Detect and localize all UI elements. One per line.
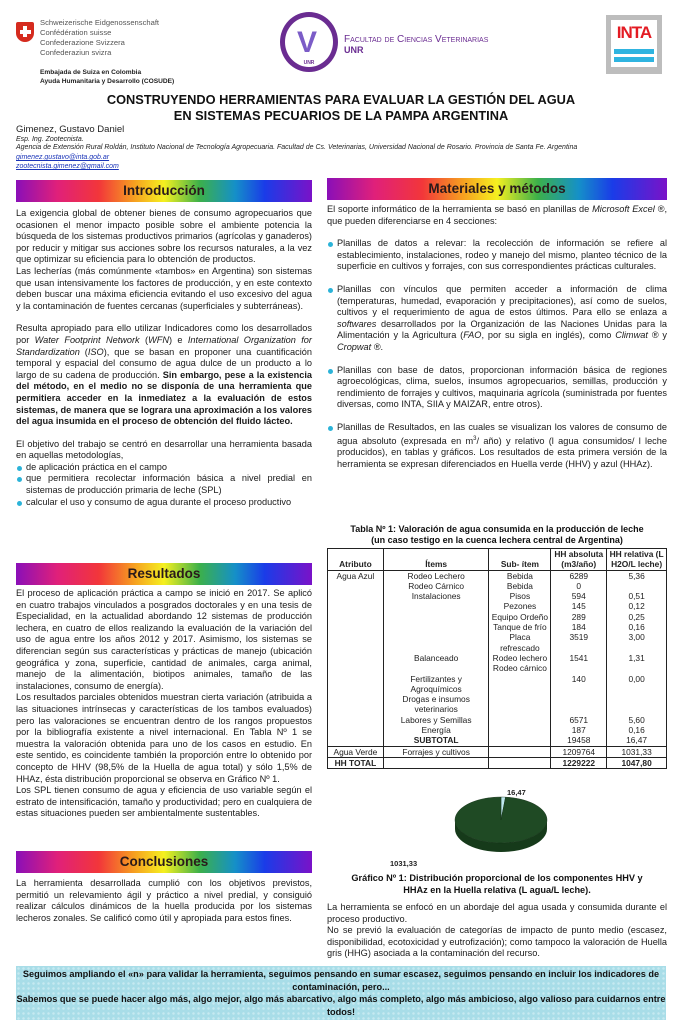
table-row <box>328 725 667 735</box>
column-header: Sub- ítem <box>489 549 551 571</box>
table-cell <box>607 581 667 591</box>
unr-veterinary-logo <box>280 12 338 72</box>
table-cell: 1541 <box>551 653 607 663</box>
methods-paragraph: No se previó la evaluación de categorías de impacto de punto medio (escasez, disponibilidad, ecotoxicidad y eutrofización); como tampoco la valoración de Huella gris (HHG) asociada a la contaminación del recurso. <box>327 925 667 959</box>
text-span: ) e <box>168 334 188 345</box>
table-cell: Bebida <box>489 581 551 591</box>
table-cell: Energía <box>383 725 489 735</box>
section-heading-results: Resultados <box>16 563 312 585</box>
table-cell <box>489 674 551 695</box>
objective-list <box>16 462 312 508</box>
table-cell <box>328 591 384 601</box>
table-cell: 289 <box>551 612 607 622</box>
spacer <box>327 273 667 284</box>
author-affiliation: Agencia de Extensión Rural Roldán, Instituto Nacional de Tecnología Agropecuaria. Facultad de Cs. Veterinarias, Universidad Nacional de Rosario. Provincia de Santa Fe. Argentina <box>16 144 578 151</box>
swiss-confederation-names <box>40 18 159 58</box>
table-cell: 187 <box>551 725 607 735</box>
email-link[interactable]: gimenez.gustavo@inta.gob.ar <box>16 154 110 161</box>
text-span: ( <box>139 334 149 345</box>
table-row <box>328 735 667 746</box>
column-header: HH absoluta (m3/año) <box>551 549 607 571</box>
results-paragraph: Los resultados parciales obtenidos muestran cierta variación (atribuida a las situaciones intrínsecas y características de los tambos evaluados) pero las valoraciones se encuentran dentro de los rangos propuestos por la bibliografía existente a nivel internacional. En Tabla Nº 1 se muestra la valoración obtenida para uno de los casos en estudio. En este sentido, es coincidente también la proporción entre lo obtenido por concepto de HHV (98,5% de la Huella de agua total) y sólo 1,5% de HHAz, ésta distribución proporcional se observa en Gráfico Nº 1. <box>16 692 312 784</box>
caption-line: Gráfico Nº 1: Distribución proporcional de los componentes HHV y <box>351 873 643 883</box>
table-cell <box>489 746 551 757</box>
embassy-line: Embajada de Suiza en Colombia <box>40 69 142 76</box>
data-label-hhaz: 16,47 <box>507 788 526 797</box>
table-cell: Equipo Ordeño <box>489 612 551 622</box>
closing-line: Sabemos que se puede hacer algo más, algo mejor, algo más abarcativo, algo más completo, algo más ambicioso, algo valioso para cuidarnos entre todos! <box>16 994 666 1017</box>
table-cell <box>383 632 489 653</box>
results-paragraph: El proceso de aplicación práctica a campo se inició en 2017. Se aplicó en cuatro trabajos vinculados a posgrados doctorales y en una tesis de Especialidad, en la actualidad abordando 12 sistemas de producción lechera, en cuatro de ellos realizando la evaluación de la variación del uso de agua entre los años 2012 y 2017. Asimismo, los sistemas se diferencian según sus características y prácticas de manejo (ubicación geográfica y zona, superficie, cantidad de animales, carga animal, manejo de la alimentación, biotipos animales, tamaño de las instalaciones, consumo de energía). <box>16 588 312 691</box>
intro-paragraph: Las lecherías (más comúnmente «tambos» en Argentina) son sistemas que usan intensivamente los factores de producción, y en este contexto deben buscar una máxima eficiencia evitando el uso excesivo del agua y la contaminación de fuentes cercanas (superficiales y subterráneas). <box>16 265 312 311</box>
poster-title <box>0 92 682 124</box>
table-cell <box>489 735 551 746</box>
table-cell: Rodeo cárnico <box>489 663 551 673</box>
swiss-embassy <box>40 68 174 86</box>
caption-line: HHAz en la Huella relativa (L agua/L leche). <box>403 885 591 895</box>
table-cell <box>489 725 551 735</box>
table-cell: Forrajes y cultivos <box>383 746 489 757</box>
table-cell: 145 <box>551 601 607 611</box>
table-row <box>328 570 667 581</box>
unr-logo-letter: V <box>297 26 318 59</box>
text-span: WFN <box>148 334 169 345</box>
table-cell: 140 <box>551 674 607 695</box>
title-line: EN SISTEMAS PECUARIOS DE LA PAMPA ARGENTINA <box>173 108 509 123</box>
text-span: desarrollados por la Organización de las Naciones Unidas para la Alimentación y la Agricultura ( <box>337 318 667 341</box>
table-cell <box>328 622 384 632</box>
intro-paragraph: La exigencia global de obtener bienes de consumo agropecuarios que ocasionen el menor impacto posible sobre el ambiente potencia la búsqueda de los sistemas productivos primarios (agrícolas y ganaderos) por reducir y mitigar sus acciones sobre los recursos naturales, a la vez que optimizar su eficiencia para lo obtención de productos. <box>16 208 312 265</box>
text-span: , por su sigla en inglés), como <box>481 330 616 341</box>
methods-paragraph: La herramienta se enfocó en un abordaje del agua usada y consumida durante el proceso productivo. <box>327 902 667 924</box>
table-cell: HH TOTAL <box>328 757 384 768</box>
table-cell <box>328 663 384 673</box>
list-item: que permitiera recolectar información básica a nivel predial en sistemas de producción primaria de leche (SPL) <box>16 473 312 496</box>
table-caption <box>327 524 667 546</box>
table-cell: 19458 <box>551 735 607 746</box>
table-cell <box>328 632 384 653</box>
table-row <box>328 663 667 673</box>
table-cell: Labores y Semillas <box>383 715 489 725</box>
table-cell: SUBTOTAL <box>383 735 489 746</box>
list-item: Planillas de datos a relevar: la recolección de información se refiere al establecimiento, instalaciones, rodeo y manejo del mismo, planteo técnico de la superficie en cultivos y forrajes, con sus correspondientes prácticas culturales. <box>327 238 667 273</box>
table-cell: Bebida <box>489 570 551 581</box>
text-span: ISO <box>87 346 104 357</box>
text-span: , que pueden diferenciarse en 4 secciones: <box>327 204 667 226</box>
table-cell: 594 <box>551 591 607 601</box>
table-cell: 0,51 <box>628 591 645 602</box>
caption-line: Tabla Nº 1: Valoración de agua consumida en la producción de leche <box>350 524 644 534</box>
pie-chart <box>380 786 620 870</box>
table-row <box>328 715 667 725</box>
table-row <box>328 601 667 611</box>
table-row <box>328 757 667 768</box>
table-cell: Rodeo lechero <box>489 653 551 663</box>
table-1-block <box>327 524 667 769</box>
table-cell: 0 <box>551 581 607 591</box>
closing-message-box <box>16 966 666 1020</box>
table-cell <box>607 694 667 715</box>
table-cell: Agua Azul <box>328 570 384 581</box>
table-cell <box>489 715 551 725</box>
results-section <box>16 563 312 820</box>
superscript: 3 <box>473 435 477 442</box>
table-cell: 0,00 <box>628 673 645 684</box>
table-cell: Instalaciones <box>383 591 489 601</box>
swiss-line: Schweizerische Eidgenossenschaft <box>40 18 160 27</box>
table-cell <box>489 694 551 715</box>
table-row <box>328 632 667 653</box>
table-cell: Rodeo Cárnico <box>383 581 489 591</box>
text-span: Water Footprint Network <box>34 334 140 345</box>
author-degree: Esp. Ing. Zootecnista. <box>16 136 84 143</box>
table-header-row <box>328 549 667 571</box>
swiss-line: Confédération suisse <box>40 28 112 37</box>
text-span: Resulta apropiado para ello utilizar Indicadores como los desarrollados por <box>16 323 312 345</box>
table-cell <box>328 601 384 611</box>
table-cell <box>383 622 489 632</box>
table-cell <box>383 612 489 622</box>
chart-caption <box>327 872 667 896</box>
table-row <box>328 674 667 695</box>
table-row <box>328 622 667 632</box>
table-cell <box>383 757 489 768</box>
column-header: HH relativa (L H2O/L leche) <box>607 549 667 571</box>
list-item: de aplicación práctica en el campo <box>16 462 312 474</box>
table-cell: 5,60 <box>628 714 645 725</box>
text-span: softwares <box>337 318 377 329</box>
caption-line: (un caso testigo en la cuenca lechera central de Argentina) <box>371 535 623 545</box>
table-cell <box>328 694 384 715</box>
table-cell <box>551 694 607 715</box>
section-heading-intro: Introducción <box>16 180 312 202</box>
list-item <box>327 284 667 354</box>
author-name: Gimenez, Gustavo Daniel <box>16 124 125 135</box>
table-cell <box>328 581 384 591</box>
table-row <box>328 591 667 601</box>
water-consumption-table <box>327 548 667 769</box>
table-cell: 3519 <box>551 632 607 653</box>
inta-stripe <box>614 57 654 62</box>
table-cell: Pisos <box>489 591 551 601</box>
faculty-name <box>344 34 488 56</box>
closing-line: Seguimos ampliando el «n» para validar la herramienta, seguimos pensando en sumar escasez, seguimos pensando en incluir los indicadores de contaminación, pero... <box>22 969 660 992</box>
inta-logo <box>606 15 662 74</box>
table-row <box>328 581 667 591</box>
table-cell: 5,36 <box>628 570 645 581</box>
section-heading-methods: Materiales y métodos <box>327 178 667 200</box>
text-span: El soporte informático de la herramienta se basó en planillas de <box>327 204 593 214</box>
list-item: calcular el uso y consumo de agua durante el proceso productivo <box>16 497 312 509</box>
text-span: FAO <box>463 330 482 341</box>
table-cell <box>489 757 551 768</box>
title-line: CONSTRUYENDO HERRAMIENTAS PARA EVALUAR LA GESTIÓN DEL AGUA <box>106 92 576 107</box>
conclusions-paragraph: La herramienta desarrollada cumplió con los objetivos previstos, permitió un relevamiento ágil y práctico a nivel predial, y consiguió realizar cálculos dinámicos de la huella producida por los sistemas lecheros zonales. Se calificó como útil y apropiada para estos fines. <box>16 878 312 923</box>
table-row <box>328 746 667 757</box>
table-row <box>328 694 667 715</box>
inta-stripe <box>614 49 654 54</box>
table-cell <box>383 663 489 673</box>
methods-list <box>327 238 667 470</box>
swiss-flag-icon <box>16 22 34 42</box>
table-cell: 6571 <box>551 715 607 725</box>
table-cell: 16,47 <box>626 735 648 746</box>
text-span: International Organization for Standardization <box>16 334 312 357</box>
data-label-hhv: 1031,33 <box>390 859 418 868</box>
text-span: Climwat ® <box>615 330 659 341</box>
spacer <box>327 354 667 365</box>
text-span: ), que se basan en proponer una cuantificación temporal y espacial del consumo de agua dulce de un producto a lo largo de su cadena de producción. <box>16 346 312 380</box>
table-row <box>328 612 667 622</box>
results-paragraph: Los SPL tienen consumo de agua y eficiencia de uso variable según el estrato de intensificación, tamaño y productividad; pero en cualquiera de estas situaciones pueden ser ambientalmente sustentables. <box>16 785 312 819</box>
table-row <box>328 653 667 663</box>
list-item: Planillas con base de datos, proporcionan información básica de regiones agroecológicas, clima, suelos, insumos agropecuarios, semillas, producción y rendimiento de forrajes y cultivos, maquinaria agrícola (suministrada por fuentes diversas, como INTA, SIIA y MAIZAR, entre otros). <box>327 365 667 411</box>
table-cell: Fertilizantes y Agroquímicos <box>383 674 489 695</box>
table-cell <box>328 725 384 735</box>
pie-slice-hhv <box>455 797 547 843</box>
text-span: / año) y relativo (l agua consumidos/ l leche producidos), en tablas y gráficos. Los resultados de esta primera versión de la herramienta se expresan diferenciados en Huella verde (HHV) y azul (HHAz). <box>337 435 667 469</box>
table-cell: 6289 <box>551 570 607 581</box>
section-heading-conclusions: Conclusiones <box>16 851 312 873</box>
table-cell <box>328 612 384 622</box>
unr-ring-label: UNR <box>303 60 315 66</box>
methods-intro <box>327 204 667 227</box>
table-cell: 0,16 <box>628 725 645 736</box>
table-cell: Drogas e insumos veterinarios <box>383 694 489 715</box>
faculty-label: Facultad de Ciencias Veterinarias <box>344 34 489 45</box>
table-cell <box>328 674 384 695</box>
table-cell: 3,00 <box>628 632 645 643</box>
text-span: . <box>380 341 384 352</box>
table-cell: 0,16 <box>628 622 645 633</box>
table-cell <box>328 653 384 663</box>
methods-closing <box>327 902 667 960</box>
embassy-line: Ayuda Humanitaria y Desarrollo (COSUDE) <box>40 78 175 85</box>
table-cell: Agua Verde <box>328 746 384 757</box>
intro-section <box>16 180 312 508</box>
list-item <box>327 422 667 470</box>
table-cell: Rodeo Lechero <box>383 570 489 581</box>
text-span: Planillas de Resultados, en las cuales se visualizan los valores de consumo de agua absoluto (expresada en m <box>337 421 667 446</box>
table-cell: 184 <box>551 622 607 632</box>
intro-objective: El objetivo del trabajo se centró en desarrollar una herramienta basada en aquellas metodologías, <box>16 438 312 461</box>
table-cell: Pezones <box>489 601 551 611</box>
email-link[interactable]: zootecnista.gimenez@gmail.com <box>16 163 119 170</box>
table-cell <box>328 735 384 746</box>
text-span-bold: Sin embargo, pese a la existencia del método, en el medio no se disponía de una herramienta que permitiera acceder en la inmediatez a la evaluación de estos sistemas, de manera que se lograra una aproximación a los valores del agua insumida en el proceso de obtención del fluido lácteo. <box>16 369 312 427</box>
text-span: Planillas con vínculos que permiten acceder a información de clima (temperaturas, humedad, evaporación y precipitaciones), así como de suelos, cultivos y el requerimiento de agua de estos últimos. Para ello se enlaza a <box>337 283 667 318</box>
swiss-line: Confederaziun svizra <box>40 48 112 57</box>
column-header: Ítems <box>383 549 489 571</box>
pie-chart-svg <box>380 786 620 870</box>
table-cell: 0,25 <box>628 611 645 622</box>
table-cell <box>328 715 384 725</box>
column-header: Atributo <box>328 549 384 571</box>
intro-paragraph-indicators <box>16 323 312 427</box>
table-cell: 1047,80 <box>607 757 667 768</box>
swiss-line: Confederazione Svizzera <box>40 38 125 47</box>
text-span: y <box>658 330 667 341</box>
table-cell: 1229222 <box>551 757 607 768</box>
text-span: Cropwat ® <box>337 341 381 352</box>
table-cell: Tanque de frío <box>489 622 551 632</box>
conclusions-section <box>16 851 312 924</box>
table-cell <box>383 601 489 611</box>
methods-section <box>327 178 667 470</box>
table-cell: 1209764 <box>551 746 607 757</box>
text-span: Microsoft Excel ® <box>592 204 665 214</box>
spacer <box>327 411 667 422</box>
table-cell: Balanceado <box>383 653 489 663</box>
text-span: ( <box>79 346 88 357</box>
university-label: UNR <box>344 45 364 55</box>
table-cell: Placa refrescado <box>489 632 551 653</box>
table-cell: 1031,33 <box>607 746 667 757</box>
table-cell <box>607 663 667 673</box>
table-cell <box>551 663 607 673</box>
table-cell: 0,12 <box>628 601 645 612</box>
inta-label: INTA <box>616 23 652 42</box>
table-cell: 1,31 <box>628 652 645 663</box>
